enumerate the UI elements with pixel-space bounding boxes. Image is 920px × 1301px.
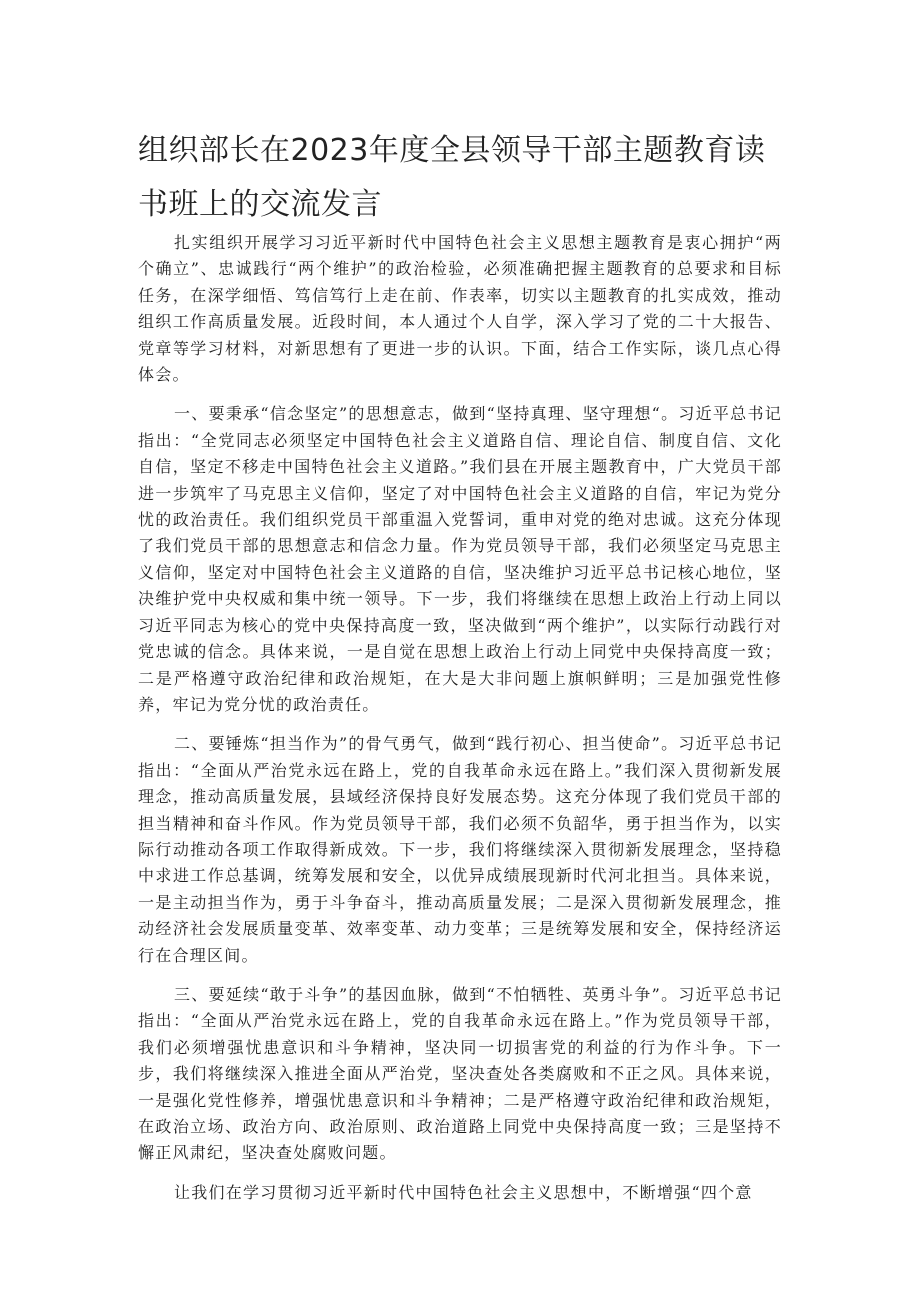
document-title: 组织部长在2023年度全县领导干部主题教育读书班上的交流发言	[138, 133, 766, 222]
intro-paragraph: 扎实组织开展学习习近平新时代中国特色社会主义思想主题教育是衷心拥护“两个确立”、忠诚践行“两个维护”的政治检验，必须准确把握主题教育的总要求和目标任务，在深学细悟、笃信笃行上走在前、作表率，切实以主题教育的扎实成效，推动组织工作高质量发展。近段时间，本人通过个人自学，深入学习了党的二十大报告、党章等学习材料，对新思想有了更进一步的认识。下面，结合工作实际，谈几点心得体会。	[138, 233, 782, 385]
closing-paragraph: 让我们在学习贯彻习近平新时代中国特色社会主义思想中，不断增强“四个意	[174, 1182, 753, 1202]
section-two-paragraph: 二、要锤炼“担当作为”的骨气勇气，做到“践行初心、担当使命”。习近平总书记指出：“全面从严治党永远在路上，党的自我革命永远在路上。”我们深入贯彻新发展理念，推动高质量发展，县域经济保持良好发展态势。这充分体现了我们党员干部的担当精神和奋斗作风。作为党员领导干部，我们必须不负韶华，勇于担当作为，以实际行动推动各项工作取得新成效。下一步，我们将继续深入贯彻新发展理念，坚持稳中求进工作总基调，统筹发展和安全，以优异成绩展现新时代河北担当。具体来说，一是主动担当作为，勇于斗争奋斗，推动高质量发展；二是深入贯彻新发展理念，推动经济社会发展质量变革、效率变革、动力变革；三是统筹发展和安全，保持经济运行在合理区间。	[138, 734, 782, 965]
section-three-paragraph: 三、要延续“敢于斗争”的基因血脉，做到“不怕牺牲、英勇斗争”。习近平总书记指出：“全面从严治党永远在路上，党的自我革命永远在路上。”作为党员领导干部，我们必须增强忧患意识和斗争精神，坚决同一切损害党的利益的行为作斗争。下一步，我们将继续深入推进全面从严治党，坚决查处各类腐败和不正之风。具体来说，一是强化党性修养，增强忧患意识和斗争精神；二是严格遵守政治纪律和政治规矩，在政治立场、政治方向、政治原则、政治道路上同党中央保持高度一致；三是坚持不懈正风肃纪，坚决查处腐败问题。	[138, 984, 782, 1163]
document-body	[138, 230, 782, 1219]
section-one-paragraph: 一、要秉承“信念坚定”的思想意志，做到“坚持真理、坚守理想“。习近平总书记指出：“全党同志必须坚定中国特色社会主义道路自信、理论自信、制度自信、文化自信，坚定不移走中国特色社会主义道路。”我们县在开展主题教育中，广大党员干部进一步筑牢了马克思主义信仰，坚定了对中国特色社会主义道路的自信，牢记为党分忧的政治责任。我们组织党员干部重温入党誓词，重申对党的绝对忠诚。这充分体现了我们党员干部的思想意志和信念力量。作为党员领导干部，我们必须坚定马克思主义信仰，坚定对中国特色社会主义道路的自信，坚决维护习近平总书记核心地位，坚决维护党中央权威和集中统一领导。下一步，我们将继续在思想上政治上行动上同以习近平同志为核心的党中央保持高度一致，坚决做到“两个维护”，以实际行动践行对党忠诚的信念。具体来说，一是自觉在思想上政治上行动上同党中央保持高度一致；二是严格遵守政治纪律和政治规矩，在大是大非问题上旗帜鲜明；三是加强党性修养，牢记为党分忧的政治责任。	[138, 404, 782, 714]
